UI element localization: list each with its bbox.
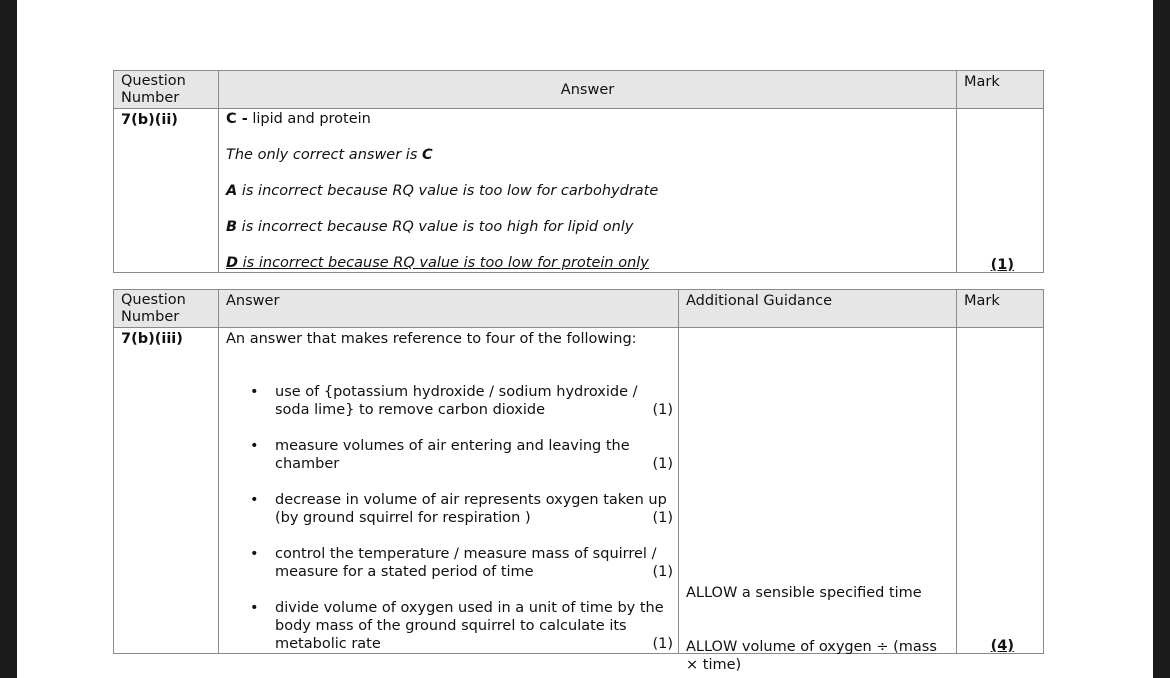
mark-header: Mark [957, 71, 1044, 109]
reason-letter: A [226, 183, 238, 199]
guidance-cell [679, 328, 957, 673]
point-mark: (1) [652, 456, 673, 472]
guidance-note: ALLOW a sensible specified time [686, 585, 922, 601]
reason-letter: B [226, 219, 238, 235]
reason-line [226, 254, 949, 272]
table-header-row [114, 71, 1044, 109]
question-number-header: Question Number [114, 71, 219, 109]
marking-point [219, 491, 678, 527]
document-page [17, 0, 1153, 678]
reason-letter: D [226, 255, 239, 271]
marking-point [219, 599, 678, 653]
marking-point [219, 437, 678, 473]
answer-letter: C - [226, 111, 248, 127]
answer-text: lipid and protein [247, 111, 371, 127]
point-mark: (1) [652, 510, 673, 526]
reason-line [226, 182, 949, 200]
marking-points [219, 383, 678, 653]
correct-answer-line [226, 146, 949, 164]
table-row [114, 328, 1044, 654]
reason-text: is incorrect because RQ value is too high for lipid only [237, 219, 634, 235]
mark-scheme-table-7bii [113, 70, 1044, 273]
point-mark: (1) [652, 636, 673, 652]
mark-cell [957, 328, 1044, 654]
table-row [114, 109, 1044, 273]
point-mark: (1) [652, 564, 673, 580]
answer-line [226, 110, 949, 128]
mark-value: (1) [990, 257, 1014, 273]
reason-text: is incorrect because RQ value is too low for protein only [238, 255, 649, 271]
question-number: 7(b)(ii) [114, 109, 219, 273]
answer-lead: An answer that makes reference to four of the following: [226, 331, 637, 347]
answer-header: Answer [219, 71, 957, 109]
point-text: control the temperature / measure mass of squirrel / measure for a stated period of time [275, 546, 657, 580]
point-mark: (1) [652, 402, 673, 418]
question-number-header: Question Number [114, 290, 219, 328]
marking-point [219, 383, 678, 419]
correct-answer-letter: C [421, 147, 433, 163]
mark-value: (4) [990, 638, 1014, 654]
mark-scheme-table-7biii [113, 289, 1044, 673]
answer-cell [219, 109, 957, 273]
answer-cell [219, 328, 679, 654]
point-text: decrease in volume of air represents oxygen taken up (by ground squirrel for respiration ) [275, 492, 667, 526]
point-text: use of {potassium hydroxide / sodium hydroxide / soda lime} to remove carbon dioxide [275, 384, 638, 418]
reason-text: is incorrect because RQ value is too low for carbohydrate [237, 183, 659, 199]
table-header-row [114, 290, 1044, 328]
correct-answer-text: The only correct answer is [226, 147, 422, 163]
point-text: measure volumes of air entering and leaving the chamber [275, 438, 630, 472]
reason-line [226, 218, 949, 236]
point-text: divide volume of oxygen used in a unit of time by the body mass of the ground squirrel to calculate its metabolic rate [275, 600, 664, 652]
guidance-header: Additional Guidance [679, 290, 957, 328]
question-number: 7(b)(iii) [114, 328, 219, 654]
answer-header: Answer [219, 290, 679, 328]
mark-header: Mark [957, 290, 1044, 328]
guidance-note: ALLOW volume of oxygen ÷ (mass × time) [686, 639, 937, 673]
marking-point [219, 545, 678, 581]
mark-cell [957, 109, 1044, 273]
